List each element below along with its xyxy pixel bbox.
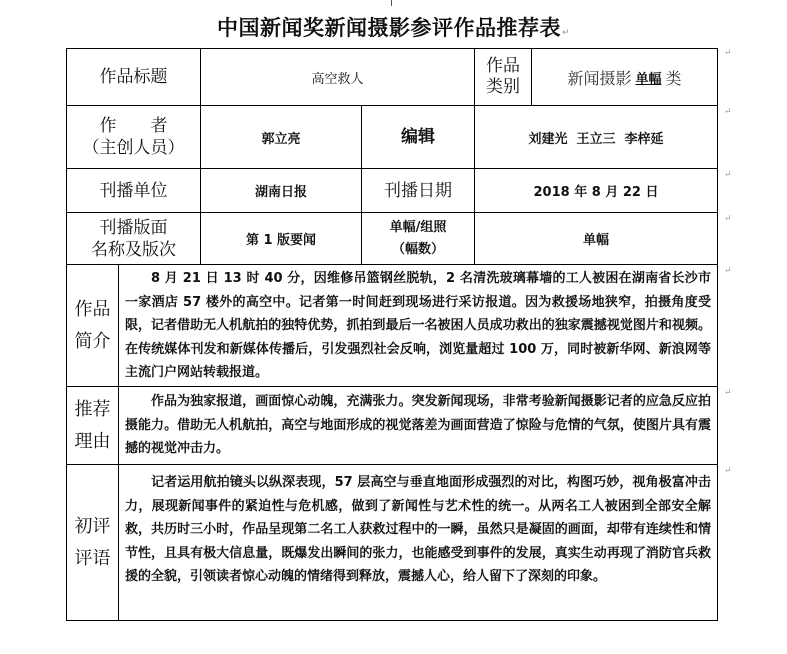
- row-end-mark-icon: ↵: [724, 266, 732, 276]
- summary-text[interactable]: [119, 265, 717, 387]
- review-label: [67, 465, 119, 620]
- document-title-text: 中国新闻奖新闻摄影参评作品推荐表: [216, 16, 561, 40]
- row-end-mark-icon: ↵: [724, 107, 732, 117]
- paragraph-mark-icon: ↵: [561, 28, 571, 38]
- work-title-label: [67, 49, 201, 106]
- recommendation-form-table: [66, 48, 718, 621]
- summary-label-line2: 简介: [74, 330, 111, 352]
- work-title-value[interactable]: [201, 49, 475, 106]
- publisher-label: [67, 169, 201, 213]
- category-value[interactable]: [532, 49, 717, 106]
- publisher-value-text: 湖南日报: [254, 185, 307, 200]
- recommendation-label-line2: 理由: [74, 430, 111, 452]
- recommendation-label: [67, 387, 119, 465]
- photo-type-label: [362, 213, 475, 265]
- page-label: [67, 213, 201, 265]
- summary-label-line1: 作品: [74, 298, 111, 320]
- photo-type-value[interactable]: [475, 213, 717, 265]
- review-label-line2: 评语: [74, 547, 111, 569]
- review-label-line1: 初评: [74, 515, 111, 537]
- category-label-line2: 类别: [486, 77, 520, 97]
- row-end-mark-icon: ↵: [724, 388, 732, 398]
- editor-label: [362, 106, 475, 169]
- recommendation-text-content: 作品为独家报道，画面惊心动魄，充满张力。突发新闻现场，非常考验新闻摄影记者的应急反应拍摄能力。借助无人机航拍，高空与地面形成的视觉落差为画面营造了惊险与危情的气氛，使图片具有震撼的视觉冲击力。: [125, 394, 711, 456]
- author-value[interactable]: [201, 106, 362, 169]
- review-text-content: 记者运用航拍镜头以纵深表现，57 层高空与垂直地面形成强烈的对比，构图巧妙，视角极富冲击力，展现新闻事件的紧迫性与危机感，做到了新闻性与艺术性的统一。从两名工人被困到全部安全解救，共历时三小时，作品呈现第二名工人获救过程中的一瞬，虽然只是凝固的画面，却带有连续性和情节性，且具有极大信息量，既爆发出瞬间的张力，也能感受到事件的发展，真实生动再现了消防官兵救援的全貌，引领读者惊心动魄的情绪得到释放，震撼人心，给人留下了深刻的印象。: [125, 475, 711, 584]
- publish-date-value[interactable]: [475, 169, 717, 213]
- publisher-label-text: 刊播单位: [99, 180, 168, 201]
- editor-label-text: 编辑: [401, 127, 435, 147]
- author-label: [67, 106, 201, 169]
- document-title: [0, 12, 787, 42]
- text-cursor-marker: [391, 0, 392, 6]
- publish-date-label: [362, 169, 475, 213]
- row-end-mark-icon: ↵: [724, 170, 732, 180]
- editor-value-text: 刘建光 王立三 李梓延: [528, 131, 664, 147]
- category-suffix: 类: [665, 68, 682, 88]
- author-label-line2: （主创人员）: [82, 138, 185, 158]
- page-label-line2: 名称及版次: [91, 239, 176, 260]
- editor-value[interactable]: [475, 106, 717, 169]
- page-label-line1: 刊播版面: [99, 217, 168, 238]
- photo-type-value-text: 单幅: [582, 233, 609, 248]
- photo-type-label-line2: （幅数）: [391, 241, 444, 257]
- publish-date-value-text: 2018 年 8 月 22 日: [533, 185, 659, 200]
- recommendation-text[interactable]: [119, 387, 717, 465]
- work-title-label-text: 作品标题: [99, 67, 168, 87]
- row-end-mark-icon: ↵: [724, 48, 732, 58]
- author-label-line1: 作 者: [99, 116, 168, 136]
- author-value-text: 郭立亮: [261, 131, 301, 147]
- category-label-line1: 作品: [486, 56, 520, 76]
- recommendation-label-line1: 推荐: [74, 398, 111, 420]
- page-value-text: 第 1 版要闻: [245, 233, 317, 248]
- category-label: [475, 49, 532, 106]
- category-type-value[interactable]: 单幅: [635, 71, 662, 87]
- summary-text-content: 8 月 21 日 13 时 40 分，因维修吊篮钢丝脱轨，2 名清洗玻璃幕墙的工人被困在湖南省长沙市一家酒店 57 楼外的高空中。记者第一时间赶到现场进行采访报道。因为救援场地狭窄，拍摄角度受限，记者借助无人机航拍的独特优势，抓拍到最后一名被困人员成功救出的独家震撼视觉图片和视频。在传统媒体刊发和新媒体传播后，引发强烈社会反响，浏览量超过 100 万，同时被新华网、新浪网等主流门户网站转载报道。: [125, 271, 711, 380]
- publish-date-label-text: 刊播日期: [384, 180, 452, 201]
- page-value[interactable]: [201, 213, 362, 265]
- row-end-mark-icon: ↵: [724, 466, 732, 476]
- review-text[interactable]: [119, 465, 717, 620]
- row-end-mark-icon: ↵: [724, 214, 732, 224]
- photo-type-label-line1: 单幅/组照: [389, 219, 447, 235]
- work-title-value-text: 高空救人: [311, 71, 364, 87]
- publisher-value[interactable]: [201, 169, 362, 213]
- summary-label: [67, 265, 119, 387]
- category-prefix: 新闻摄影: [567, 68, 632, 88]
